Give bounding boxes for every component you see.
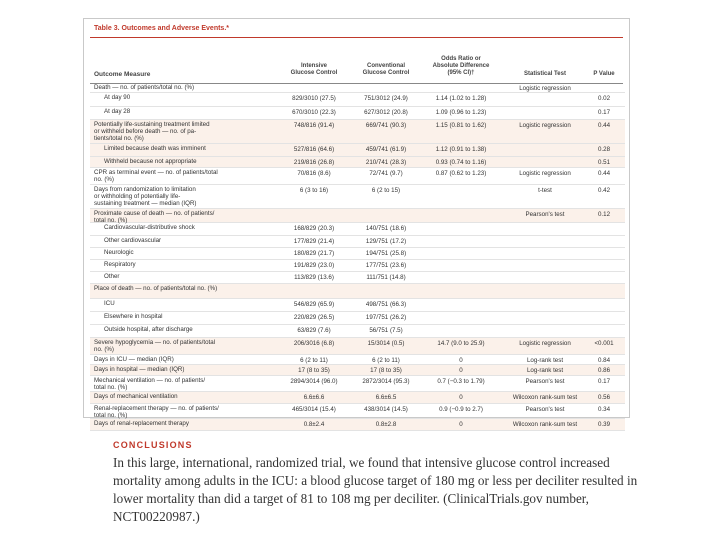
row-measure: Place of death — no. of patients/total no. (%)	[94, 285, 218, 292]
row-p-value: <0.001	[594, 340, 614, 347]
table-row	[90, 365, 625, 376]
row-measure: Cardiovascular-distributive shock	[104, 224, 195, 231]
row-intensive-value: 6 (3 to 16)	[299, 187, 329, 194]
column-header-odds-ratio: Odds Ratio or Absolute Difference (95% CI)†	[432, 56, 490, 76]
row-measure: ICU	[104, 300, 115, 307]
title-rule	[90, 37, 623, 38]
row-measure: Days of mechanical ventilation	[94, 393, 178, 400]
table-row	[90, 419, 625, 431]
row-p-value: 0.86	[597, 367, 611, 374]
table-row	[90, 93, 625, 107]
row-statistical-test: Pearson's test	[525, 378, 565, 385]
row-statistical-test: Log-rank test	[526, 367, 564, 374]
table-row	[90, 392, 625, 404]
row-conventional-value: 140/751 (18.6)	[365, 225, 407, 232]
table-row	[90, 107, 625, 120]
row-p-value: 0.51	[597, 159, 611, 166]
row-odds-ratio: 0.7 (−0.3 to 1.79)	[437, 378, 485, 385]
conclusions-text: In this large, international, randomized trial, we found that intensive glucose control increased mortality among adults in the ICU: a blood glucose target of 180 mg or less per deciliter resulted in lower mortality than did a target of 81 to 108 mg per deciliter. (ClinicalTrials.gov number, NCT00220987.)	[113, 455, 638, 524]
row-intensive-value: 748/816 (91.4)	[293, 122, 335, 129]
column-header-statistical-test: Statistical Test	[524, 71, 566, 77]
row-measure: Mechanical ventilation — no. of patients/ total no. (%)	[94, 377, 206, 391]
row-odds-ratio: 1.09 (0.96 to 1.23)	[435, 109, 487, 116]
row-intensive-value: 113/829 (13.6)	[294, 274, 334, 281]
row-intensive-value: 219/816 (26.8)	[293, 159, 335, 166]
row-odds-ratio: 0.87 (0.62 to 1.23)	[435, 170, 487, 177]
table-row	[90, 338, 625, 355]
row-conventional-value: 56/751 (7.5)	[369, 327, 403, 334]
table-row	[90, 260, 625, 272]
row-statistical-test: Wilcoxon rank-sum test	[512, 421, 578, 428]
row-intensive-value: 206/3016 (6.8)	[293, 340, 335, 347]
row-measure: Days in ICU — median (IQR)	[94, 356, 174, 363]
row-conventional-value: 6 (2 to 15)	[371, 187, 401, 194]
row-odds-ratio: 0	[459, 394, 463, 401]
row-odds-ratio: 0	[459, 367, 463, 374]
column-header-row	[84, 39, 631, 83]
table-row	[90, 168, 625, 185]
row-intensive-value: 177/829 (21.4)	[293, 238, 335, 245]
row-intensive-value: 6.6±6.6	[303, 394, 325, 401]
row-measure: Neurologic	[104, 249, 134, 256]
row-measure: Days in hospital — median (IQR)	[94, 366, 185, 373]
row-measure: At day 90	[104, 94, 131, 101]
column-header-p-value: P Value	[593, 71, 615, 77]
row-conventional-value: 0.8±2.8	[375, 421, 397, 428]
row-statistical-test: Wilcoxon rank-sum test	[512, 394, 578, 401]
row-measure: CPR as terminal event — no. of patients/total no. (%)	[94, 169, 218, 183]
row-p-value: 0.84	[597, 357, 611, 364]
table-row	[90, 236, 625, 248]
row-odds-ratio: 0.9 (−0.9 to 2.7)	[439, 406, 483, 413]
row-odds-ratio: 0.93 (0.74 to 1.16)	[435, 159, 487, 166]
row-odds-ratio: 14.7 (9.0 to 25.9)	[437, 340, 485, 347]
row-statistical-test: Logistic regression	[519, 170, 571, 177]
table-row	[90, 83, 625, 93]
row-statistical-test: Logistic regression	[519, 340, 571, 347]
outcomes-table	[83, 18, 630, 428]
row-conventional-value: 6 (2 to 11)	[372, 357, 400, 364]
row-measure: Elsewhere in hospital	[104, 313, 163, 320]
row-conventional-value: 177/751 (23.6)	[365, 262, 407, 269]
row-intensive-value: 527/816 (64.6)	[293, 146, 335, 153]
table-row	[90, 209, 625, 223]
row-conventional-value: 438/3014 (14.5)	[364, 406, 408, 413]
row-measure: Severe hypoglycemia — no. of patients/total no. (%)	[94, 339, 216, 353]
row-conventional-value: 2872/3014 (95.3)	[362, 378, 410, 385]
row-intensive-value: 17 (8 to 35)	[298, 367, 330, 374]
row-statistical-test: Logistic regression	[519, 122, 571, 129]
row-conventional-value: 17 (8 to 35)	[370, 367, 402, 374]
table-row	[90, 325, 625, 338]
row-measure: Respiratory	[104, 261, 136, 268]
row-p-value: 0.02	[597, 95, 611, 102]
row-p-value: 0.28	[597, 146, 611, 153]
row-intensive-value: 670/3010 (22.3)	[292, 109, 336, 116]
row-statistical-test: t-test	[538, 187, 552, 194]
row-p-value: 0.56	[597, 394, 611, 401]
table-row	[90, 157, 625, 168]
row-conventional-value: 197/751 (26.2)	[365, 314, 407, 321]
table-row	[90, 272, 625, 284]
row-intensive-value: 0.8±2.4	[303, 421, 325, 428]
row-odds-ratio: 0	[459, 421, 463, 428]
row-conventional-value: 751/3012 (24.9)	[364, 95, 408, 102]
row-intensive-value: 63/829 (7.6)	[297, 327, 331, 334]
row-conventional-value: 129/751 (17.2)	[365, 238, 407, 245]
row-measure: At day 28	[104, 108, 131, 115]
row-conventional-value: 15/3014 (0.5)	[367, 340, 405, 347]
row-p-value: 0.17	[597, 109, 611, 116]
row-conventional-value: 210/741 (28.3)	[365, 159, 407, 166]
row-odds-ratio: 1.15 (0.81 to 1.62)	[435, 122, 487, 129]
row-measure: Other	[104, 273, 120, 280]
row-measure: Renal-replacement therapy — no. of patients/ total no. (%)	[94, 405, 219, 419]
column-header-conventional: Conventional Glucose Control	[362, 63, 410, 76]
row-conventional-value: 669/741 (90.3)	[365, 122, 407, 129]
table-row	[90, 312, 625, 325]
row-statistical-test: Pearson's test	[525, 211, 565, 218]
row-measure: Other cardiovascular	[104, 237, 162, 244]
row-intensive-value: 168/829 (20.3)	[293, 225, 335, 232]
row-conventional-value: 72/741 (9.7)	[369, 170, 403, 177]
row-measure: Death — no. of patients/total no. (%)	[94, 84, 195, 91]
row-odds-ratio: 0	[459, 357, 463, 364]
row-p-value: 0.39	[597, 421, 611, 428]
row-p-value: 0.44	[597, 170, 611, 177]
table-row	[90, 284, 625, 299]
row-measure: Days from randomization to limitation or withholding of potentially life- sustaining treatment — median (IQR)	[94, 186, 197, 207]
column-header-intensive: Intensive Glucose Control	[290, 63, 338, 76]
row-p-value: 0.17	[597, 378, 611, 385]
row-measure: Limited because death was imminent	[104, 145, 206, 152]
row-p-value: 0.42	[597, 187, 611, 194]
column-header-measure: Outcome Measure	[94, 71, 151, 78]
row-p-value: 0.12	[597, 211, 611, 218]
row-statistical-test: Logistic regression	[519, 85, 571, 92]
row-intensive-value: 6 (2 to 11)	[300, 357, 328, 364]
row-measure: Withheld because not appropriate	[104, 158, 197, 165]
table-title: Table 3. Outcomes and Adverse Events.*	[94, 25, 229, 32]
table-row	[90, 144, 625, 157]
row-intensive-value: 465/3014 (15.4)	[292, 406, 336, 413]
row-p-value: 0.34	[597, 406, 611, 413]
row-conventional-value: 194/751 (25.8)	[365, 250, 407, 257]
row-conventional-value: 459/741 (61.9)	[365, 146, 407, 153]
row-intensive-value: 2894/3014 (96.0)	[290, 378, 338, 385]
row-intensive-value: 829/3010 (27.5)	[292, 95, 336, 102]
row-odds-ratio: 1.12 (0.91 to 1.38)	[435, 146, 487, 153]
row-odds-ratio: 1.14 (1.02 to 1.28)	[435, 95, 487, 102]
row-statistical-test: Pearson's test	[525, 406, 565, 413]
row-conventional-value: 111/751 (14.8)	[366, 274, 406, 281]
table-row	[90, 248, 625, 260]
row-statistical-test: Log-rank test	[526, 357, 564, 364]
table-row	[90, 223, 625, 236]
conclusions-heading: CONCLUSIONS	[113, 440, 193, 450]
row-measure: Potentially life-sustaining treatment limited or withheld before death — no. of pa- tients/total no. (%)	[94, 121, 210, 142]
row-intensive-value: 546/829 (65.9)	[293, 301, 335, 308]
row-conventional-value: 6.6±6.5	[375, 394, 397, 401]
table-row	[90, 299, 625, 312]
row-conventional-value: 498/751 (66.3)	[365, 301, 407, 308]
row-conventional-value: 627/3012 (20.8)	[364, 109, 408, 116]
row-intensive-value: 180/829 (21.7)	[293, 250, 335, 257]
row-intensive-value: 191/829 (23.0)	[293, 262, 335, 269]
row-measure: Outside hospital, after discharge	[104, 326, 193, 333]
row-measure: Proximate cause of death — no. of patients/ total no. (%)	[94, 210, 215, 224]
row-intensive-value: 220/829 (26.5)	[293, 314, 335, 321]
table-row	[90, 185, 625, 209]
table-row	[90, 376, 625, 392]
table-row	[90, 404, 625, 419]
table-row	[90, 355, 625, 365]
table-row	[90, 120, 625, 144]
row-measure: Days of renal-replacement therapy	[94, 420, 189, 427]
row-intensive-value: 70/816 (8.6)	[297, 170, 331, 177]
row-p-value: 0.44	[597, 122, 611, 129]
